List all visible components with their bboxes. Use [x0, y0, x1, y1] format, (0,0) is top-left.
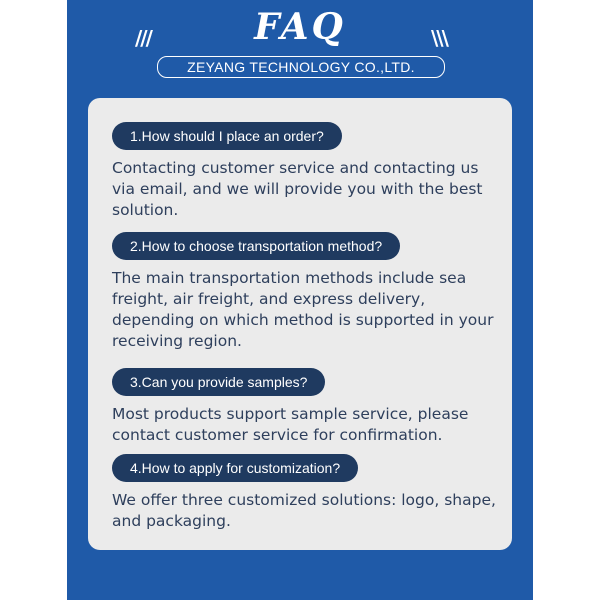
faq-item-4	[112, 454, 502, 532]
faq-item-1	[112, 122, 502, 221]
question-pill-4: 4.How to apply for customization?	[112, 454, 358, 482]
answer-text-4: We offer three customized solutions: logo, shape, and packaging.	[112, 491, 496, 530]
question-pill-1: 1.How should I place an order?	[112, 122, 342, 150]
answer-text-3: Most products support sample service, please contact customer service for confirmation.	[112, 405, 469, 444]
right-slash-decoration: \\\	[431, 26, 447, 50]
header	[67, 0, 533, 90]
question-pill-3: 3.Can you provide samples?	[112, 368, 325, 396]
company-name-badge: ZEYANG TECHNOLOGY CO.,LTD.	[157, 56, 445, 78]
left-slash-decoration: ///	[135, 26, 151, 50]
faq-panel	[67, 0, 533, 600]
faq-item-2	[112, 232, 502, 352]
faq-item-3	[112, 368, 502, 446]
faq-card	[88, 98, 512, 550]
answer-text-2: The main transportation methods include sea freight, air freight, and express delivery, depending on which method is supported in your receiving region.	[112, 269, 494, 350]
answer-text-1: Contacting customer service and contacting us via email, and we will provide you with the best solution.	[112, 159, 483, 219]
question-pill-2: 2.How to choose transportation method?	[112, 232, 400, 260]
page-title: FAQ	[254, 6, 346, 48]
